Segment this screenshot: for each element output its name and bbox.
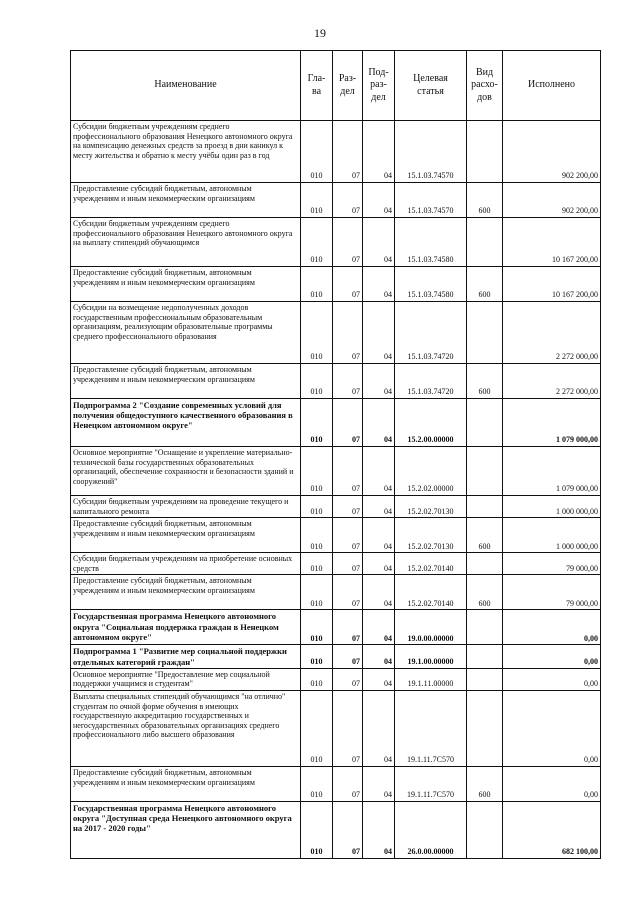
header-razdel: Раз- дел [333,51,363,121]
row-vid-raskhodov: 600 [467,518,503,553]
row-vid-raskhodov [467,553,503,575]
row-ispolneno: 10 167 200,00 [503,267,601,302]
row-name: Субсидии бюджетным учреждениям на приобретение основных средств [71,553,301,575]
row-ispolneno: 682 100,00 [503,801,601,858]
table-row [71,690,601,766]
row-glava: 010 [301,496,333,518]
table-row [71,302,601,364]
row-name: Подпрограмма 2 "Создание современных условий для получения общедоступного качественного образования в Ненецком автономном округе" [71,399,301,447]
table-row [71,218,601,267]
row-glava: 010 [301,218,333,267]
row-name: Субсидии бюджетным учреждениям среднего профессионального образования Ненецкого автономного округа на компенсацию денежных средств за проезд в дни каникул к месту жительства и обратно к месту учёбы один раз в год [71,121,301,183]
row-name: Предоставление субсидий бюджетным, автономным учреждениям и иным некоммерческим организациям [71,518,301,553]
row-glava: 010 [301,302,333,364]
row-cel-statya: 15.1.03.74580 [395,218,467,267]
table-row [71,518,601,553]
row-name: Предоставление субсидий бюджетным, автономным учреждениям и иным некоммерческим организациям [71,575,301,610]
header-podrazdel: Под- раз- дел [363,51,395,121]
row-cel-statya: 15.1.03.74570 [395,121,467,183]
header-vid-raskhodov: Вид расхо- дов [467,51,503,121]
row-glava: 010 [301,518,333,553]
row-vid-raskhodov [467,447,503,496]
row-razdel: 07 [333,766,363,801]
row-vid-raskhodov [467,121,503,183]
row-name: Субсидии на возмещение недополученных доходов государственным профессиональным образовательным организациям, реализующим образовательные программы среднего профессионального образования [71,302,301,364]
table-row [71,121,601,183]
row-razdel: 07 [333,690,363,766]
row-vid-raskhodov [467,668,503,690]
row-razdel: 07 [333,496,363,518]
row-podrazdel: 04 [363,399,395,447]
row-vid-raskhodov [467,690,503,766]
table-row [71,496,601,518]
row-ispolneno: 2 272 000,00 [503,302,601,364]
row-name: Предоставление субсидий бюджетным, автономным учреждениям и иным некоммерческим организациям [71,766,301,801]
row-podrazdel: 04 [363,518,395,553]
row-glava: 010 [301,766,333,801]
row-name: Основное мероприятие "Оснащение и укрепление материально-технической базы государственных образовательных организаций, обеспечение сохранности и безопасности зданий и сооружений" [71,447,301,496]
header-cel-statya: Целевая статья [395,51,467,121]
row-podrazdel: 04 [363,766,395,801]
row-vid-raskhodov [467,801,503,858]
row-glava: 010 [301,553,333,575]
row-ispolneno: 1 000 000,00 [503,496,601,518]
row-name: Выплаты специальных стипендий обучающимся "на отлично" студентам по очной форме обучения в имеющих государственную аккредитацию государственных и негосударственных образовательных организациях среднего профессионального либо высшего образования [71,690,301,766]
row-cel-statya: 26.0.00.00000 [395,801,467,858]
row-ispolneno: 79 000,00 [503,575,601,610]
table-row [71,645,601,668]
table-row [71,447,601,496]
row-cel-statya: 19.1.00.00000 [395,645,467,668]
row-glava: 010 [301,668,333,690]
row-vid-raskhodov: 600 [467,364,503,399]
row-razdel: 07 [333,645,363,668]
page-number: 19 [314,26,326,40]
row-cel-statya: 15.2.02.70140 [395,553,467,575]
row-razdel: 07 [333,668,363,690]
row-ispolneno: 0,00 [503,690,601,766]
row-vid-raskhodov [467,610,503,645]
row-podrazdel: 04 [363,496,395,518]
row-ispolneno: 1 000 000,00 [503,518,601,553]
row-ispolneno: 902 200,00 [503,121,601,183]
row-glava: 010 [301,399,333,447]
row-razdel: 07 [333,801,363,858]
budget-table [70,50,601,859]
row-name: Предоставление субсидий бюджетным, автономным учреждениям и иным некоммерческим организациям [71,183,301,218]
table-row [71,766,601,801]
row-podrazdel: 04 [363,553,395,575]
row-podrazdel: 04 [363,302,395,364]
row-razdel: 07 [333,553,363,575]
table-row [71,575,601,610]
table-row [71,183,601,218]
row-name: Субсидии бюджетным учреждениям среднего профессионального образования Ненецкого автономного округа на выплату стипендий обучающимся [71,218,301,267]
row-podrazdel: 04 [363,575,395,610]
row-ispolneno: 10 167 200,00 [503,218,601,267]
row-ispolneno: 79 000,00 [503,553,601,575]
table-row [71,267,601,302]
row-cel-statya: 15.2.02.70130 [395,496,467,518]
row-razdel: 07 [333,218,363,267]
row-vid-raskhodov [467,645,503,668]
row-razdel: 07 [333,575,363,610]
row-razdel: 07 [333,364,363,399]
row-podrazdel: 04 [363,801,395,858]
table-header-row [71,51,601,121]
row-ispolneno: 0,00 [503,610,601,645]
row-name: Основное мероприятие "Предоставление мер социальной поддержки учащимся и студентам" [71,668,301,690]
row-name: Подпрограмма 1 "Развитие мер социальной поддержки отдельных категорий граждан" [71,645,301,668]
row-podrazdel: 04 [363,447,395,496]
row-vid-raskhodov [467,399,503,447]
row-cel-statya: 19.1.11.7С570 [395,690,467,766]
row-podrazdel: 04 [363,645,395,668]
row-vid-raskhodov: 600 [467,183,503,218]
row-vid-raskhodov: 600 [467,267,503,302]
row-name: Предоставление субсидий бюджетным, автономным учреждениям и иным некоммерческим организациям [71,267,301,302]
row-cel-statya: 19.0.00.00000 [395,610,467,645]
row-podrazdel: 04 [363,668,395,690]
row-razdel: 07 [333,518,363,553]
header-ispolneno: Исполнено [503,51,601,121]
row-podrazdel: 04 [363,218,395,267]
row-ispolneno: 0,00 [503,645,601,668]
row-ispolneno: 0,00 [503,668,601,690]
row-cel-statya: 15.2.02.00000 [395,447,467,496]
row-cel-statya: 15.2.02.70130 [395,518,467,553]
row-ispolneno: 0,00 [503,766,601,801]
table-row [71,610,601,645]
row-cel-statya: 15.2.00.00000 [395,399,467,447]
row-cel-statya: 15.2.02.70140 [395,575,467,610]
row-ispolneno: 902 200,00 [503,183,601,218]
header-glava: Гла- ва [301,51,333,121]
row-name: Предоставление субсидий бюджетным, автономным учреждениям и иным некоммерческим организациям [71,364,301,399]
row-vid-raskhodov [467,302,503,364]
row-cel-statya: 15.1.03.74720 [395,302,467,364]
row-name: Субсидии бюджетным учреждениям на проведение текущего и капитального ремонта [71,496,301,518]
row-podrazdel: 04 [363,690,395,766]
row-razdel: 07 [333,121,363,183]
table-row [71,801,601,858]
row-glava: 010 [301,183,333,218]
row-cel-statya: 19.1.11.00000 [395,668,467,690]
row-cel-statya: 19.1.11.7С570 [395,766,467,801]
row-glava: 010 [301,801,333,858]
row-glava: 010 [301,364,333,399]
row-podrazdel: 04 [363,183,395,218]
table-row [71,668,601,690]
row-vid-raskhodov: 600 [467,575,503,610]
row-name: Государственная программа Ненецкого автономного округа "Социальная поддержка граждан в Ненецком автономном округе" [71,610,301,645]
row-cel-statya: 15.1.03.74580 [395,267,467,302]
table-row [71,364,601,399]
row-razdel: 07 [333,610,363,645]
row-podrazdel: 04 [363,610,395,645]
header-name: Наименование [71,51,301,121]
row-glava: 010 [301,610,333,645]
row-vid-raskhodov: 600 [467,766,503,801]
row-podrazdel: 04 [363,121,395,183]
row-glava: 010 [301,267,333,302]
table-row [71,553,601,575]
table-row [71,399,601,447]
row-vid-raskhodov [467,218,503,267]
row-razdel: 07 [333,399,363,447]
row-ispolneno: 2 272 000,00 [503,364,601,399]
row-glava: 010 [301,575,333,610]
row-podrazdel: 04 [363,267,395,302]
row-vid-raskhodov [467,496,503,518]
row-razdel: 07 [333,267,363,302]
row-glava: 010 [301,121,333,183]
row-razdel: 07 [333,302,363,364]
row-razdel: 07 [333,183,363,218]
row-glava: 010 [301,690,333,766]
row-ispolneno: 1 079 000,00 [503,447,601,496]
row-name: Государственная программа Ненецкого автономного округа "Доступная среда Ненецкого автономного округа на 2017 - 2020 годы" [71,801,301,858]
row-podrazdel: 04 [363,364,395,399]
row-ispolneno: 1 079 000,00 [503,399,601,447]
row-glava: 010 [301,447,333,496]
row-cel-statya: 15.1.03.74570 [395,183,467,218]
row-razdel: 07 [333,447,363,496]
row-cel-statya: 15.1.03.74720 [395,364,467,399]
row-glava: 010 [301,645,333,668]
